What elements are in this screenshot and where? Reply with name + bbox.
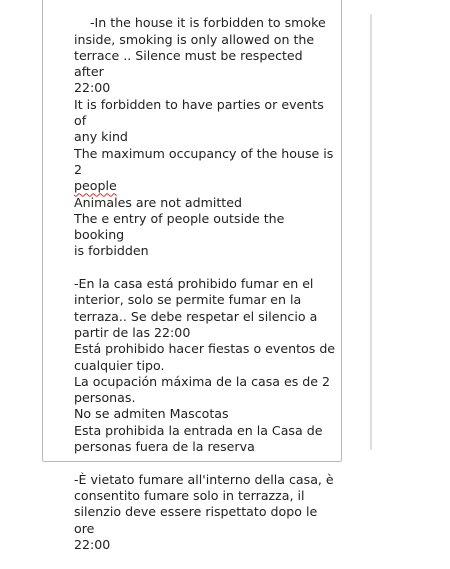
text-line: 22:00 — [74, 536, 111, 552]
text-line: any kind — [74, 129, 128, 145]
text-line: The maximum occupancy of the house is 2 — [74, 145, 338, 177]
text-line: -En la casa está prohibido fumar en el — [74, 276, 314, 292]
text-line: La ocupación máxima de la casa es de 2 — [74, 373, 331, 389]
description-textarea[interactable] — [42, 0, 342, 552]
text-line: personas. — [74, 390, 136, 406]
text-line: terraza.. Se debe respetar el silencio a — [74, 308, 318, 324]
spellcheck-flagged-word[interactable]: people — [74, 178, 117, 194]
text-line: Esta prohibida la entrada en la Casa de — [74, 422, 323, 438]
text-line: is forbidden — [74, 243, 149, 259]
text-line: -È vietato fumare all'interno della casa, è — [74, 471, 334, 487]
text-line: No se admiten Mascotas — [74, 406, 229, 422]
text-line: terrace .. Silence must be respected after — [74, 47, 307, 80]
text-line: consentito fumare solo in terrazza, il — [74, 487, 305, 503]
text-line: It is forbidden to have parties or events of — [74, 96, 328, 129]
text-line: cualquier tipo. — [74, 357, 165, 373]
scrollbar-track[interactable] — [370, 14, 372, 450]
text-line: silenzio deve essere rispettato dopo le ore — [74, 504, 322, 536]
text-line: interior, solo se permite fumar en la — [74, 292, 302, 308]
text-line: partir de las 22:00 — [74, 324, 191, 340]
description-text — [74, 0, 336, 569]
text-line: The e entry of people outside the booking — [74, 210, 289, 243]
text-line: Animales are not admitted — [74, 194, 242, 210]
text-line: Está prohibido hacer fiestas o eventos de — [74, 341, 336, 357]
text-line: inside, smoking is only allowed on the — [74, 31, 315, 47]
text-line: 22:00 — [74, 80, 111, 96]
text-line: personas fuera de la reserva — [74, 439, 255, 455]
text-line: -In the house it is forbidden to smoke — [90, 15, 326, 31]
